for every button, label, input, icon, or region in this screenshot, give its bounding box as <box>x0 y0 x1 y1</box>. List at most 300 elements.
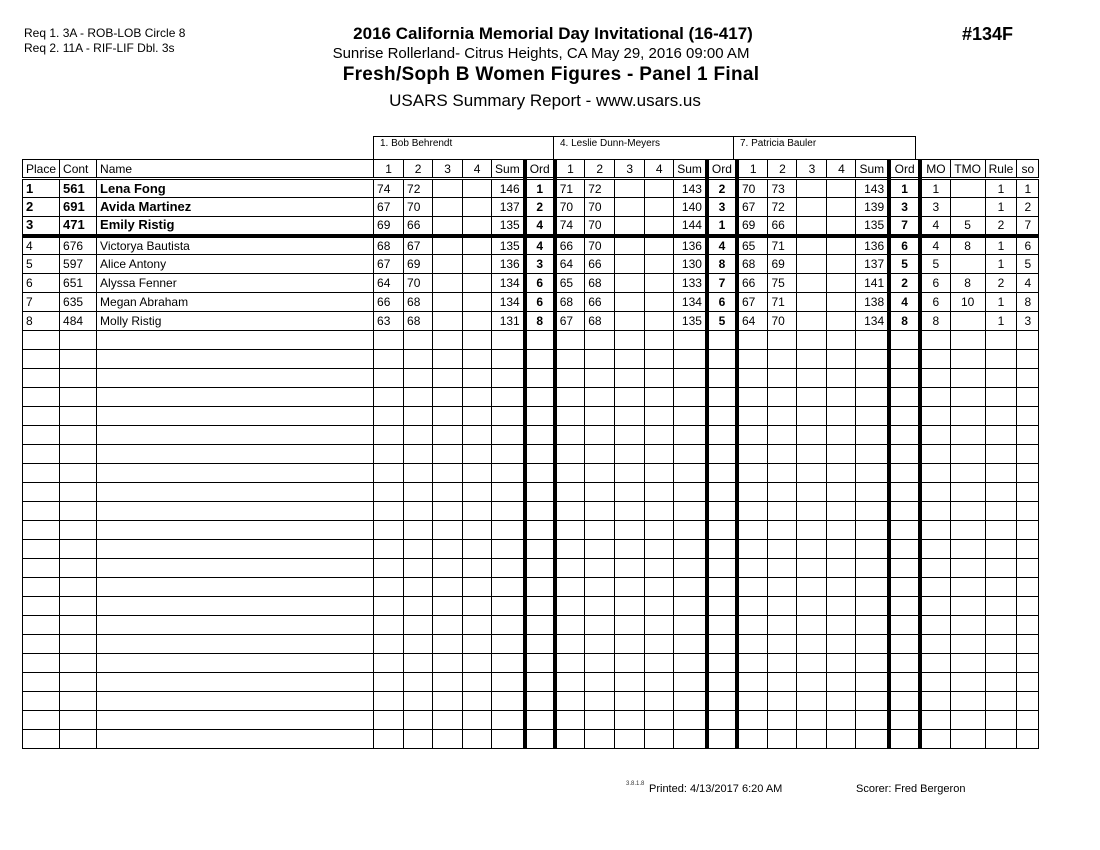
empty-cell <box>23 350 60 369</box>
empty-cell <box>1017 673 1039 692</box>
empty-cell <box>827 673 856 692</box>
empty-cell <box>1017 578 1039 597</box>
empty-cell <box>1017 616 1039 635</box>
empty-cell <box>920 730 950 749</box>
empty-cell <box>856 369 889 388</box>
empty-cell <box>950 616 985 635</box>
empty-cell <box>797 711 827 730</box>
j2-sum-cell: 144 <box>674 217 707 236</box>
table-row <box>23 255 1039 274</box>
empty-cell <box>97 711 374 730</box>
place-cell: 2 <box>23 198 60 217</box>
empty-cell <box>404 559 433 578</box>
empty-cell <box>827 521 856 540</box>
empty-cell <box>737 502 768 521</box>
empty-cell <box>737 711 768 730</box>
empty-cell <box>615 521 645 540</box>
empty-cell <box>985 502 1017 521</box>
empty-cell <box>433 369 463 388</box>
empty-cell <box>555 331 585 350</box>
so-cell: 3 <box>1017 312 1039 331</box>
empty-cell <box>585 502 615 521</box>
j1-score-3-cell <box>433 274 463 293</box>
rule-cell: 1 <box>985 312 1017 331</box>
empty-row <box>23 407 1039 426</box>
empty-cell <box>492 521 525 540</box>
empty-cell <box>889 426 920 445</box>
empty-cell <box>60 673 97 692</box>
empty-cell <box>645 692 674 711</box>
empty-cell <box>674 578 707 597</box>
empty-cell <box>615 559 645 578</box>
table-row <box>23 293 1039 312</box>
empty-cell <box>615 464 645 483</box>
empty-cell <box>463 502 492 521</box>
empty-cell <box>768 407 797 426</box>
empty-row <box>23 730 1039 749</box>
empty-cell <box>674 426 707 445</box>
empty-cell <box>97 673 374 692</box>
empty-row <box>23 502 1039 521</box>
empty-cell <box>463 711 492 730</box>
empty-cell <box>555 730 585 749</box>
empty-cell <box>492 635 525 654</box>
empty-cell <box>555 597 585 616</box>
empty-cell <box>97 350 374 369</box>
place-cell: 4 <box>23 236 60 255</box>
j1-score-4-cell <box>463 217 492 236</box>
empty-cell <box>768 692 797 711</box>
empty-cell <box>585 635 615 654</box>
j3-score-1-cell: 69 <box>737 217 768 236</box>
empty-cell <box>374 350 404 369</box>
rule-cell: 2 <box>985 274 1017 293</box>
empty-cell <box>374 483 404 502</box>
empty-cell <box>404 350 433 369</box>
j2-score-2-cell: 70 <box>585 236 615 255</box>
empty-cell <box>463 331 492 350</box>
empty-cell <box>433 654 463 673</box>
empty-cell <box>737 350 768 369</box>
empty-cell <box>645 483 674 502</box>
empty-cell <box>492 730 525 749</box>
empty-cell <box>97 616 374 635</box>
empty-row <box>23 559 1039 578</box>
empty-cell <box>645 540 674 559</box>
empty-cell <box>889 350 920 369</box>
empty-cell <box>920 673 950 692</box>
empty-cell <box>985 331 1017 350</box>
j2-ordinal-cell: 1 <box>707 217 737 236</box>
report-line: USARS Summary Report - www.usars.us <box>389 91 701 110</box>
empty-cell <box>797 692 827 711</box>
empty-cell <box>856 464 889 483</box>
empty-cell <box>492 711 525 730</box>
empty-cell <box>97 597 374 616</box>
empty-cell <box>985 673 1017 692</box>
place-cell: 6 <box>23 274 60 293</box>
empty-cell <box>23 673 60 692</box>
empty-cell <box>433 730 463 749</box>
empty-cell <box>737 597 768 616</box>
empty-cell <box>555 692 585 711</box>
col-mo: MO <box>920 160 950 179</box>
empty-cell <box>645 635 674 654</box>
empty-cell <box>23 654 60 673</box>
empty-cell <box>645 578 674 597</box>
empty-cell <box>433 616 463 635</box>
empty-cell <box>97 369 374 388</box>
j1-ordinal-cell: 2 <box>525 198 555 217</box>
empty-cell <box>492 426 525 445</box>
empty-cell <box>768 464 797 483</box>
empty-cell <box>856 445 889 464</box>
j1-score-3-cell <box>433 312 463 331</box>
col-j2-ord: Ord <box>707 160 737 179</box>
empty-cell <box>889 616 920 635</box>
col-j1-sum: Sum <box>492 160 525 179</box>
empty-row <box>23 597 1039 616</box>
empty-cell <box>374 464 404 483</box>
empty-cell <box>404 673 433 692</box>
j2-score-1-cell: 70 <box>555 198 585 217</box>
empty-cell <box>1017 597 1039 616</box>
j1-ordinal-cell: 4 <box>525 236 555 255</box>
empty-cell <box>856 521 889 540</box>
empty-cell <box>404 502 433 521</box>
empty-cell <box>404 692 433 711</box>
j2-score-1-cell: 74 <box>555 217 585 236</box>
empty-cell <box>645 673 674 692</box>
empty-cell <box>374 730 404 749</box>
j3-score-4-cell <box>827 274 856 293</box>
empty-cell <box>23 331 60 350</box>
empty-cell <box>985 350 1017 369</box>
empty-cell <box>797 635 827 654</box>
empty-cell <box>645 426 674 445</box>
empty-cell <box>60 597 97 616</box>
empty-cell <box>797 464 827 483</box>
empty-cell <box>404 464 433 483</box>
empty-cell <box>1017 426 1039 445</box>
empty-cell <box>615 578 645 597</box>
name-cell: Megan Abraham <box>97 293 374 312</box>
empty-cell <box>23 692 60 711</box>
empty-cell <box>985 521 1017 540</box>
empty-cell <box>404 730 433 749</box>
empty-row <box>23 350 1039 369</box>
mo-cell: 6 <box>920 274 950 293</box>
empty-cell <box>23 616 60 635</box>
empty-cell <box>1017 502 1039 521</box>
empty-cell <box>950 635 985 654</box>
col-rule: Rule <box>985 160 1017 179</box>
name-cell: Lena Fong <box>97 179 374 198</box>
j3-sum-cell: 138 <box>856 293 889 312</box>
j2-score-4-cell <box>645 255 674 274</box>
j2-score-3-cell <box>615 255 645 274</box>
empty-cell <box>60 426 97 445</box>
empty-cell <box>827 692 856 711</box>
j2-score-1-cell: 64 <box>555 255 585 274</box>
empty-cell <box>615 616 645 635</box>
empty-cell <box>615 540 645 559</box>
empty-cell <box>645 730 674 749</box>
j1-score-3-cell <box>433 179 463 198</box>
empty-cell <box>555 483 585 502</box>
col-place: Place <box>23 160 60 179</box>
empty-cell <box>950 464 985 483</box>
empty-cell <box>23 388 60 407</box>
empty-cell <box>645 502 674 521</box>
empty-cell <box>525 369 555 388</box>
so-cell: 5 <box>1017 255 1039 274</box>
empty-cell <box>737 578 768 597</box>
empty-cell <box>827 578 856 597</box>
empty-cell <box>463 407 492 426</box>
empty-cell <box>674 483 707 502</box>
empty-cell <box>856 331 889 350</box>
empty-cell <box>97 540 374 559</box>
empty-cell <box>615 350 645 369</box>
empty-cell <box>985 597 1017 616</box>
empty-cell <box>374 711 404 730</box>
so-cell: 8 <box>1017 293 1039 312</box>
empty-cell <box>856 692 889 711</box>
empty-cell <box>23 521 60 540</box>
col-cont: Cont <box>60 160 97 179</box>
empty-cell <box>889 540 920 559</box>
empty-cell <box>60 521 97 540</box>
empty-cell <box>615 711 645 730</box>
j2-score-4-cell <box>645 179 674 198</box>
judge-header-1: 1. Bob Behrendt <box>373 136 554 160</box>
empty-cell <box>768 350 797 369</box>
empty-cell <box>707 540 737 559</box>
empty-cell <box>374 673 404 692</box>
empty-cell <box>585 578 615 597</box>
empty-cell <box>920 635 950 654</box>
j1-score-1-cell: 63 <box>374 312 404 331</box>
empty-cell <box>856 483 889 502</box>
empty-cell <box>97 654 374 673</box>
empty-cell <box>768 445 797 464</box>
empty-cell <box>737 464 768 483</box>
empty-cell <box>555 426 585 445</box>
empty-cell <box>404 616 433 635</box>
cont-cell: 561 <box>60 179 97 198</box>
empty-cell <box>555 445 585 464</box>
empty-cell <box>768 673 797 692</box>
j1-score-4-cell <box>463 198 492 217</box>
empty-cell <box>707 502 737 521</box>
event-number: #134F <box>962 24 1014 44</box>
j2-sum-cell: 133 <box>674 274 707 293</box>
empty-cell <box>463 578 492 597</box>
empty-cell <box>585 331 615 350</box>
empty-cell <box>492 407 525 426</box>
j2-sum-cell: 143 <box>674 179 707 198</box>
j1-score-3-cell <box>433 236 463 255</box>
empty-cell <box>433 521 463 540</box>
j3-score-4-cell <box>827 198 856 217</box>
empty-cell <box>768 521 797 540</box>
j2-ordinal-cell: 8 <box>707 255 737 274</box>
j1-score-2-cell: 70 <box>404 198 433 217</box>
empty-cell <box>23 483 60 502</box>
empty-cell <box>674 635 707 654</box>
empty-cell <box>645 388 674 407</box>
empty-cell <box>615 502 645 521</box>
empty-cell <box>768 331 797 350</box>
j3-ordinal-cell: 4 <box>889 293 920 312</box>
empty-cell <box>585 407 615 426</box>
empty-cell <box>1017 369 1039 388</box>
empty-cell <box>555 464 585 483</box>
empty-cell <box>950 407 985 426</box>
j1-score-2-cell: 72 <box>404 179 433 198</box>
empty-cell <box>1017 711 1039 730</box>
empty-cell <box>768 426 797 445</box>
empty-cell <box>797 369 827 388</box>
empty-cell <box>707 426 737 445</box>
j3-score-4-cell <box>827 217 856 236</box>
empty-cell <box>827 597 856 616</box>
empty-cell <box>856 388 889 407</box>
empty-cell <box>889 711 920 730</box>
empty-cell <box>433 388 463 407</box>
judge-header-2: 4. Leslie Dunn-Meyers <box>553 136 734 160</box>
empty-cell <box>585 597 615 616</box>
empty-cell <box>645 350 674 369</box>
requirement-2: Req 2. 11A - RIF-LIF Dbl. 3s <box>24 41 175 55</box>
rule-cell: 1 <box>985 198 1017 217</box>
empty-cell <box>950 540 985 559</box>
empty-cell <box>525 578 555 597</box>
empty-cell <box>674 730 707 749</box>
j2-ordinal-cell: 3 <box>707 198 737 217</box>
empty-cell <box>737 483 768 502</box>
col-j1-3: 3 <box>433 160 463 179</box>
empty-cell <box>433 350 463 369</box>
empty-cell <box>645 711 674 730</box>
empty-cell <box>737 673 768 692</box>
empty-cell <box>374 635 404 654</box>
j1-sum-cell: 131 <box>492 312 525 331</box>
empty-cell <box>797 597 827 616</box>
empty-cell <box>920 483 950 502</box>
j1-sum-cell: 135 <box>492 236 525 255</box>
empty-cell <box>97 407 374 426</box>
col-so: so <box>1017 160 1039 179</box>
empty-cell <box>797 445 827 464</box>
empty-cell <box>889 388 920 407</box>
empty-cell <box>60 388 97 407</box>
j3-score-3-cell <box>797 293 827 312</box>
empty-cell <box>985 730 1017 749</box>
empty-cell <box>674 521 707 540</box>
empty-cell <box>60 369 97 388</box>
empty-cell <box>97 331 374 350</box>
j2-ordinal-cell: 5 <box>707 312 737 331</box>
empty-cell <box>585 711 615 730</box>
j3-score-3-cell <box>797 312 827 331</box>
name-cell: Victorya Bautista <box>97 236 374 255</box>
empty-cell <box>737 692 768 711</box>
empty-cell <box>707 388 737 407</box>
place-cell: 5 <box>23 255 60 274</box>
empty-cell <box>23 559 60 578</box>
empty-cell <box>674 388 707 407</box>
empty-cell <box>97 559 374 578</box>
empty-cell <box>768 616 797 635</box>
empty-cell <box>920 464 950 483</box>
j2-sum-cell: 130 <box>674 255 707 274</box>
empty-cell <box>827 616 856 635</box>
j1-sum-cell: 146 <box>492 179 525 198</box>
empty-cell <box>1017 388 1039 407</box>
tmo-cell: 8 <box>950 274 985 293</box>
rule-cell: 1 <box>985 255 1017 274</box>
empty-cell <box>404 407 433 426</box>
so-cell: 6 <box>1017 236 1039 255</box>
cont-cell: 597 <box>60 255 97 274</box>
cont-cell: 484 <box>60 312 97 331</box>
tmo-cell: 8 <box>950 236 985 255</box>
rule-cell: 1 <box>985 293 1017 312</box>
empty-cell <box>492 673 525 692</box>
empty-cell <box>23 711 60 730</box>
empty-cell <box>525 692 555 711</box>
j2-score-4-cell <box>645 198 674 217</box>
empty-cell <box>374 388 404 407</box>
empty-cell <box>707 616 737 635</box>
j3-score-1-cell: 68 <box>737 255 768 274</box>
j2-score-1-cell: 66 <box>555 236 585 255</box>
empty-cell <box>920 616 950 635</box>
empty-cell <box>374 521 404 540</box>
empty-cell <box>827 445 856 464</box>
empty-cell <box>737 407 768 426</box>
j3-sum-cell: 141 <box>856 274 889 293</box>
empty-cell <box>889 502 920 521</box>
so-cell: 2 <box>1017 198 1039 217</box>
empty-cell <box>585 350 615 369</box>
col-j2-4: 4 <box>645 160 674 179</box>
empty-cell <box>985 654 1017 673</box>
empty-cell <box>1017 483 1039 502</box>
j1-score-3-cell <box>433 198 463 217</box>
empty-cell <box>950 445 985 464</box>
empty-cell <box>674 692 707 711</box>
empty-cell <box>404 578 433 597</box>
name-cell: Avida Martinez <box>97 198 374 217</box>
empty-cell <box>768 654 797 673</box>
j1-ordinal-cell: 6 <box>525 293 555 312</box>
empty-cell <box>797 502 827 521</box>
j1-score-1-cell: 66 <box>374 293 404 312</box>
j2-score-2-cell: 68 <box>585 274 615 293</box>
empty-cell <box>645 369 674 388</box>
empty-cell <box>856 597 889 616</box>
empty-cell <box>797 654 827 673</box>
empty-cell <box>492 616 525 635</box>
empty-cell <box>463 388 492 407</box>
empty-cell <box>674 445 707 464</box>
empty-cell <box>404 521 433 540</box>
j2-score-4-cell <box>645 274 674 293</box>
empty-cell <box>615 369 645 388</box>
